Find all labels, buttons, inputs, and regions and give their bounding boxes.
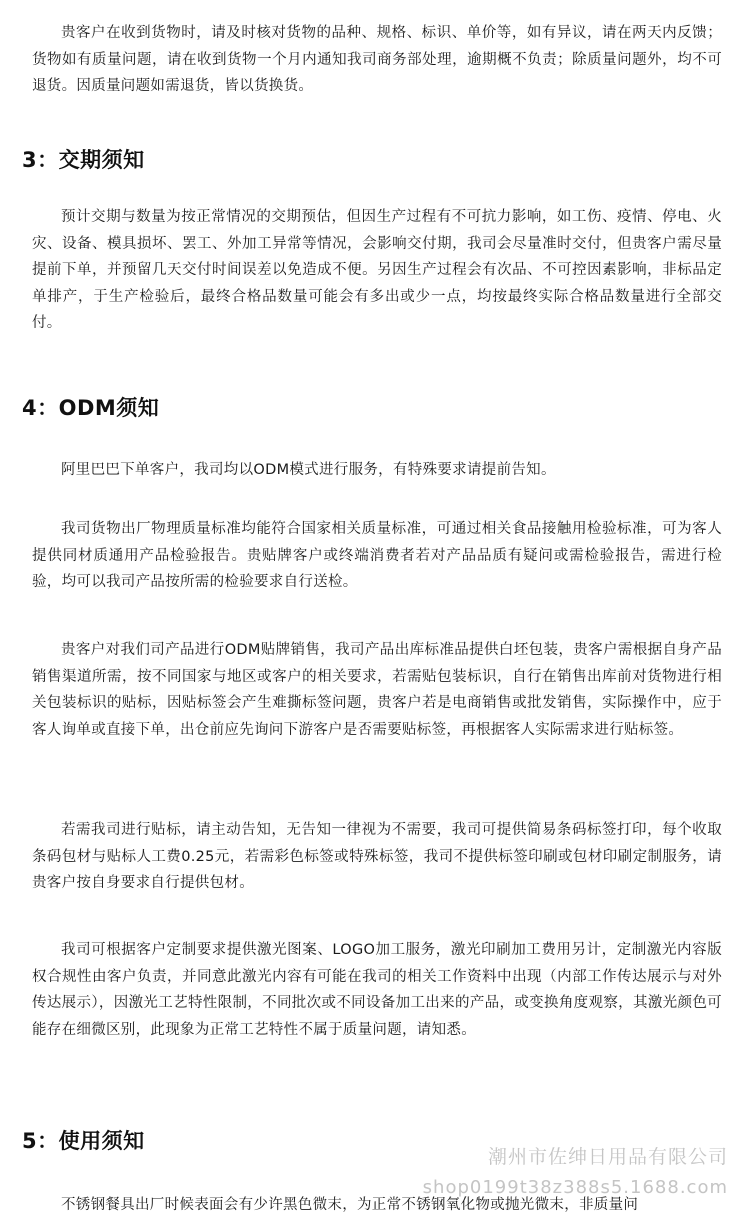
odm-heading: 4：ODM须知 — [22, 396, 160, 420]
usage-heading: 5：使用须知 — [22, 1129, 145, 1153]
odm-paragraph-label-service: 若需我司进行贴标，请主动告知，无告知一律视为不需要，我司可提供简易条码标签打印，每个收取条码包材与贴标人工费0.25元，若需彩色标签或特殊标签，我司不提供标签印刷或包材印刷定制服务，请贵客户按自身要求自行提供包材。 — [32, 822, 722, 891]
watermark-url: shop0199t38z388s5.1688.com — [422, 1177, 728, 1198]
watermark-company: 潮州市佐绅日用品有限公司 — [487, 1146, 728, 1168]
odm-paragraph-labeling: 贵客户对我们司产品进行ODM贴牌销售，我司产品出库标准品提供白坯包装，贵客户需根据自身产品销售渠道所需，按不同国家与地区或客户的相关要求，若需贴包装标识，自行在销售出库前对货物进行相关包装标识的贴标，因贴标签会产生难撕标签问题，贵客户若是电商销售或批发销售，实际操作中，应于客人询单或直接下单，出仓前应先询问下游客户是否需要贴标签，再根据客人实际需求进行贴标签。 — [32, 642, 722, 738]
returns-paragraph: 贵客户在收到货物时，请及时核对货物的品种、规格、标识、单价等，如有异议，请在两天内反馈；货物如有质量问题，请在收到货物一个月内通知我司商务部处理，逾期概不负责；除质量问题外，均不可退货。因质量问题如需退货，皆以货换货。 — [32, 25, 722, 94]
odm-paragraph-ordering: 阿里巴巴下单客户，我司均以ODM模式进行服务，有特殊要求请提前告知。 — [61, 462, 556, 478]
odm-paragraph-quality: 我司货物出厂物理质量标准均能符合国家相关质量标准，可通过相关食品接触用检验标准，可为客人提供同材质通用产品检验报告。贵贴牌客户或终端消费者若对产品品质有疑问或需检验报告，需进行检验，均可以我司产品按所需的检验要求自行送检。 — [32, 521, 722, 590]
usage-paragraph: 不锈钢餐具出厂时候表面会有少许黑色微末，为正常不锈钢氧化物或抛光微末，非质量问 — [61, 1197, 639, 1213]
odm-paragraph-laser: 我司可根据客户定制要求提供激光图案、LOGO加工服务，激光印刷加工费用另计，定制激光内容版权合规性由客户负责，并同意此激光内容有可能在我司的相关工作资料中出现（内部工作传达展示与对外传达展示），因激光工艺特性限制，不同批次或不同设备加工出来的产品，或变换角度观察，其激光颜色可能存在细微区别，此现象为正常工艺特性不属于质量问题，请知悉。 — [32, 942, 722, 1038]
delivery-paragraph: 预计交期与数量为按正常情况的交期预估，但因生产过程有不可抗力影响，如工伤、疫情、停电、火灾、设备、模具损坏、罢工、外加工异常等情况，会影响交付期，我司会尽量准时交付，但贵客户需尽量提前下单，并预留几天交付时间误差以免造成不便。另因生产过程会有次品、不可控因素影响，非标品定单排产，于生产检验后，最终合格品数量可能会有多出或少一点，均按最终实际合格品数量进行全部交付。 — [32, 209, 722, 331]
delivery-heading: 3：交期须知 — [22, 148, 145, 172]
